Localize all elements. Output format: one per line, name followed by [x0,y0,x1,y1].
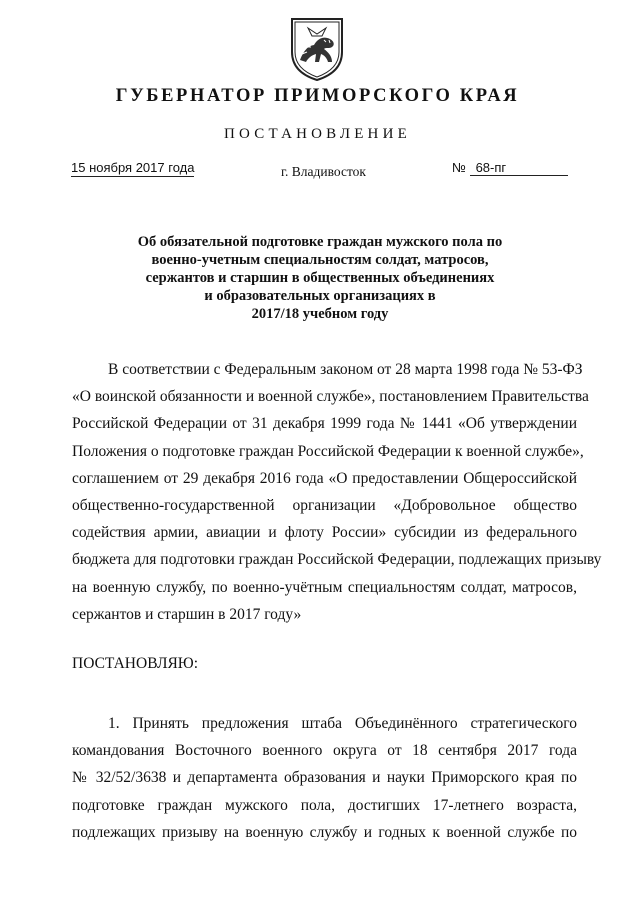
decree-word: ПОСТАНОВЛЯЮ: [72,655,199,672]
text-line: сержантов и старшин в 2017 году» [72,605,302,623]
text-line: содействия армии, авиации и флоту России» субсидии из федерального [72,524,577,542]
document-city: г. Владивосток [281,164,366,179]
number-value: 68-пг [470,160,568,176]
heading-line: Об обязательной подготовке граждан мужского пола по [137,234,503,250]
document-type: ПОСТАНОВЛЕНИЕ [224,126,411,142]
coat-of-arms-emblem [288,16,346,82]
text-line: подлежащих призыву на военную службу и годных к военной службе по [72,823,577,841]
text-line: командования Восточного военного округа от 18 сентября 2017 года [72,742,577,760]
text-line: В соответствии с Федеральным законом от 28 марта 1998 года № 53-ФЗ [108,361,583,378]
number-prefix: № [452,160,466,175]
heading-line: 2017/18 учебном году [251,306,389,322]
governor-title: ГУБЕРНАТОР ПРИМОРСКОГО КРАЯ [115,86,520,106]
text-line: соглашением от 29 декабря 2016 года «О предоставлении Общероссийской [72,469,577,487]
text-line: на военную службу, по военно-учётным специальностям солдат, матросов, [72,578,577,596]
document-date [71,160,194,177]
document-heading [120,233,520,323]
text-line: 1. Принять предложения штаба Объединённого стратегического [108,715,577,732]
text-line: бюджета для подготовки граждан Российской Федерации, подлежащих призыву [72,551,602,569]
heading-line: военно-учетным специальностям солдат, матросов, [151,252,489,268]
document-number [452,160,568,176]
text-line: № 32/52/3638 и департамента образования и науки Приморского края по [72,769,577,787]
text-line: общественно-государственной организации «Добровольное общество [72,497,577,515]
text-line: Российской Федерации от 31 декабря 1999 года № 1441 «Об утверждении [72,415,577,433]
text-line: подготовке граждан мужского пола, достигших 17-летнего возраста, [72,796,577,814]
heading-line: сержантов и старшин в общественных объединениях [145,270,495,286]
text-line: Положения о подготовке граждан Российской Федерации к военной службе», [72,442,584,460]
preamble-paragraph [72,356,602,628]
date-value: 15 ноября 2017 года [71,160,195,175]
clause-1-paragraph [72,710,577,846]
heading-line: и образовательных организациях в [204,288,436,304]
text-line: «О воинской обязанности и военной службе», постановлением Правительства [72,388,589,406]
